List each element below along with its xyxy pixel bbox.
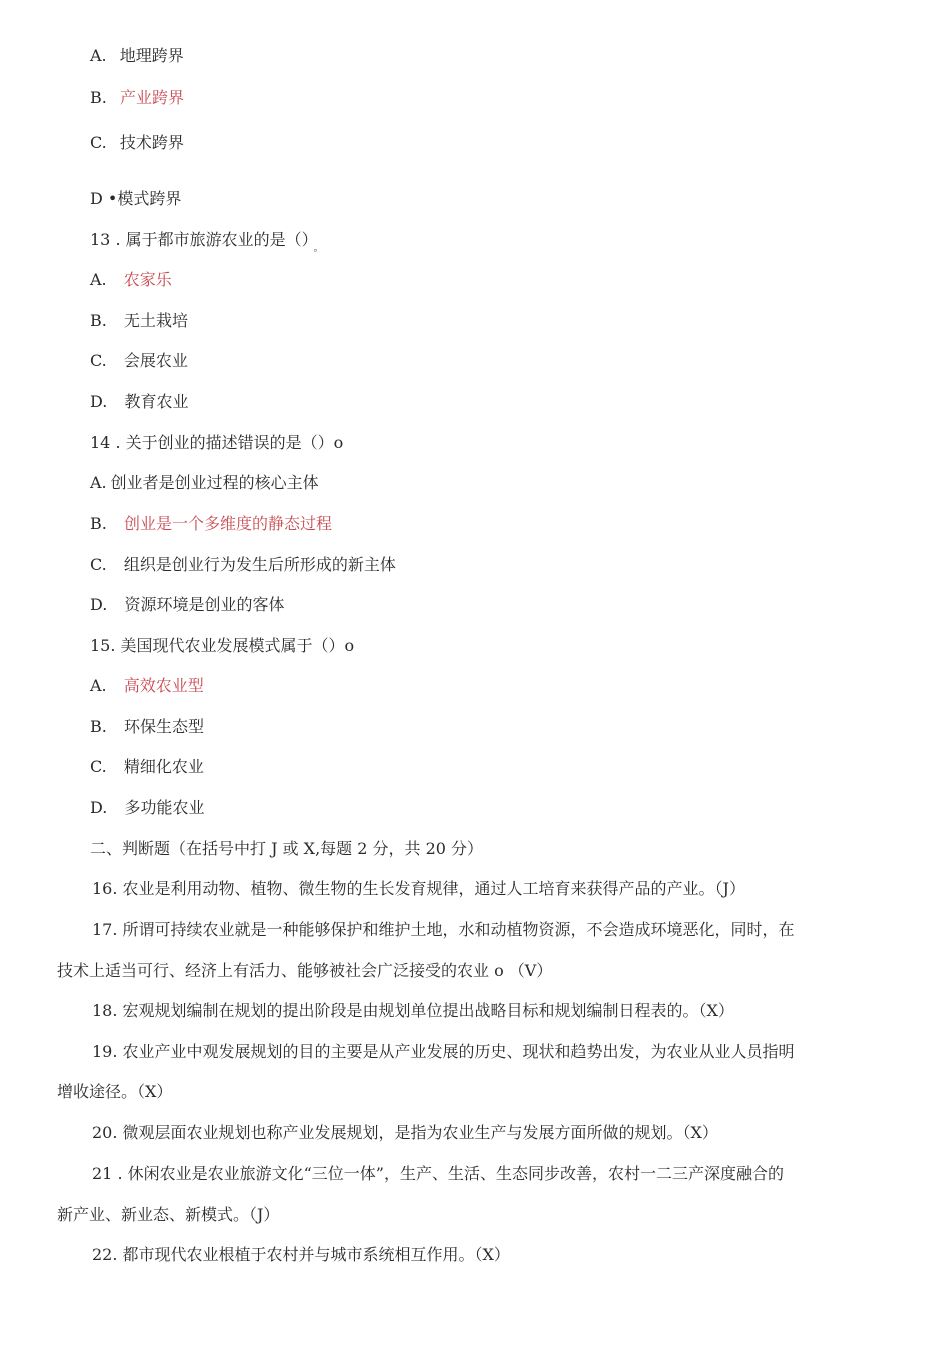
option-text-answer: 农家乐 xyxy=(123,270,172,289)
q13-stem xyxy=(90,229,324,254)
q14-option-a xyxy=(90,472,319,494)
q13-option-c xyxy=(90,350,188,372)
q12-option-c xyxy=(90,132,184,154)
q13-option-b xyxy=(90,310,188,332)
q16-text: 16. 农业是利用动物、植物、微生物的生长发育规律，通过人工培育来获得产品的产业。（J） xyxy=(92,879,745,898)
option-letter: D. xyxy=(90,595,108,614)
option-text: 资源环境是创业的客体 xyxy=(124,595,285,614)
option-text: 无土栽培 xyxy=(123,311,188,330)
q14-option-c xyxy=(90,554,396,576)
q17-text-line2: 技术上适当可行、经济上有活力、能够被社会广泛接受的农业 o （V） xyxy=(57,961,553,980)
q15-option-b xyxy=(90,716,204,738)
option-text: 会展农业 xyxy=(123,351,188,370)
q14-stem: 14 . 关于创业的描述错误的是（）o xyxy=(90,433,344,452)
option-letter: B. xyxy=(90,514,107,533)
option-text: 教育农业 xyxy=(124,392,189,411)
option-letter: D. xyxy=(90,392,108,411)
option-text: 环保生态型 xyxy=(123,717,204,736)
q19-text-line2: 增收途径。（X） xyxy=(57,1082,173,1101)
q12-option-a xyxy=(90,45,184,67)
option-text: 组织是创业行为发生后所形成的新主体 xyxy=(123,555,396,574)
option-letter: B. xyxy=(90,311,107,330)
q12-option-d xyxy=(90,188,181,210)
q19-text-line1: 19. 农业产业中观发展规划的目的主要是从产业发展的历史、现状和趋势出发，为农业从业人员指明 xyxy=(92,1042,795,1061)
option-text-answer: 创业是一个多维度的静态过程 xyxy=(123,514,332,533)
option-text: 模式跨界 xyxy=(117,189,182,208)
option-letter: C. xyxy=(90,133,107,152)
option-letter: C. xyxy=(90,757,107,776)
option-letter: A. xyxy=(90,676,107,695)
option-letter: B. xyxy=(90,88,107,107)
option-letter: A. xyxy=(90,270,107,289)
option-letter: C. xyxy=(90,555,107,574)
q14-option-b xyxy=(90,513,332,535)
section-heading: 二、判断题（在括号中打 J 或 X,每题 2 分，共 20 分） xyxy=(90,839,484,858)
option-text: 创业者是创业过程的核心主体 xyxy=(110,473,319,492)
q15-option-c xyxy=(90,756,204,778)
option-letter: C. xyxy=(90,351,107,370)
option-text: 地理跨界 xyxy=(119,46,184,65)
option-text: 技术跨界 xyxy=(119,133,184,152)
q21-text-line2: 新产业、新业态、新模式。（J） xyxy=(57,1205,280,1224)
option-text-answer: 高效农业型 xyxy=(123,676,204,695)
q15-stem: 15. 美国现代农业发展模式属于（）o xyxy=(90,636,355,655)
q21-text-line1: 21 . 休闲农业是农业旅游文化“三位一体”，生产、生活、生态同步改善，农村一二三产深度融合的 xyxy=(92,1164,784,1183)
q14-option-d xyxy=(90,594,284,616)
option-letter: D. xyxy=(90,798,108,817)
q15-option-d xyxy=(90,797,204,819)
q13-option-a xyxy=(90,269,172,291)
option-letter: D • xyxy=(90,189,118,208)
q15-option-a xyxy=(90,675,204,697)
option-text: 多功能农业 xyxy=(124,798,205,817)
q22-text: 22. 都市现代农业根植于农村并与城市系统相互作用。（X） xyxy=(92,1245,510,1264)
q17-text-line1: 17. 所谓可持续农业就是一种能够保护和维护土地，水和动植物资源，不会造成环境恶化，同时，在 xyxy=(92,920,795,939)
option-letter: A. xyxy=(90,46,107,65)
option-text-answer: 产业跨界 xyxy=(119,88,184,107)
option-letter: B. xyxy=(90,717,107,736)
q20-text: 20. 微观层面农业规划也称产业发展规划，是指为农业生产与发展方面所做的规划。（X） xyxy=(92,1123,718,1142)
question-text: 13 . 属于都市旅游农业的是（） xyxy=(90,230,310,249)
q12-option-b xyxy=(90,87,184,109)
punctuation-mark: 。 xyxy=(313,243,324,254)
q18-text: 18. 宏观规划编制在规划的提出阶段是由规划单位提出战略目标和规划编制日程表的。（X） xyxy=(92,1001,734,1020)
q13-option-d xyxy=(90,391,188,413)
option-text: 精细化农业 xyxy=(123,757,204,776)
option-letter: A. xyxy=(90,473,107,492)
